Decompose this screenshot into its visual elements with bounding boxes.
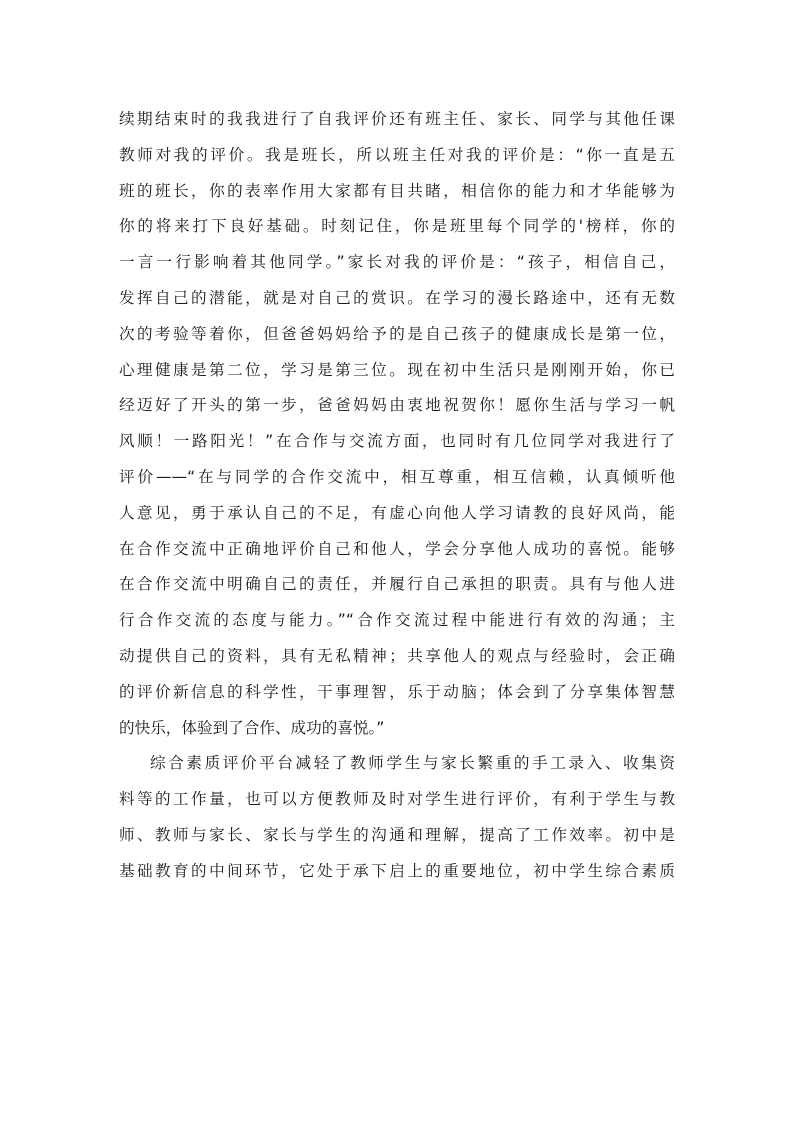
text-line: 风顺！一路阳光！”在合作与交流方面，也同时有几位同学对我进行了 [119, 432, 675, 451]
text-line: 发挥自己的潜能，就是对自己的赏识。在学习的漫长路途中，还有无数 [119, 288, 675, 307]
text-line: 次的考验等着你，但爸爸妈妈给予的是自己孩子的健康成长是第一位， [119, 324, 675, 343]
text-line: 一言一行影响着其他同学。”家长对我的评价是：“孩子，相信自己， [119, 253, 675, 272]
text-line: 综合素质评价平台减轻了教师学生与家长繁重的手工录入、收集资 [150, 754, 675, 773]
text-line: 的评价新信息的科学性，干事理智，乐于动脑；体会到了分享集体智慧 [119, 682, 675, 701]
text-line: 你的将来打下良好基础。时刻记住，你是班里每个同学的'榜样，你的 [119, 217, 675, 236]
text-line: 基础教育的中间环节，它处于承下启上的重要地位，初中学生综合素质 [119, 861, 675, 880]
text-line: 在合作交流中明确自己的责任，并履行自己承担的职责。具有与他人进 [119, 575, 675, 594]
paragraph-2 [119, 746, 675, 889]
text-line: 心理健康是第二位，学习是第三位。现在初中生活只是刚刚开始，你已 [119, 360, 675, 379]
text-line: 评价——“在与同学的合作交流中，相互尊重，相互信赖，认真倾听他 [119, 467, 675, 486]
text-line: 班的班长，你的表率作用大家都有目共睹，相信你的能力和才华能够为 [119, 181, 675, 200]
text-line: 人意见，勇于承认自己的不足，有虚心向他人学习请教的良好风尚，能 [119, 503, 675, 522]
text-line: 在合作交流中正确地评价自己和他人，学会分享他人成功的喜悦。能够 [119, 539, 675, 558]
text-line: 教师对我的评价。我是班长，所以班主任对我的评价是：“你一直是五 [119, 145, 675, 164]
paragraph-1 [119, 102, 675, 746]
text-line: 料等的工作量，也可以方便教师及时对学生进行评价，有利于学生与教 [119, 790, 675, 809]
text-line: 经迈好了开头的第一步，爸爸妈妈由衷地祝贺你！愿你生活与学习一帆 [119, 396, 675, 415]
text-line: 动提供自己的资料，具有无私精神；共享他人的观点与经验时，会正确 [119, 646, 675, 665]
text-line: 的快乐，体验到了合作、成功的喜悦。” [119, 718, 385, 737]
text-line: 行合作交流的态度与能力。”“合作交流过程中能进行有效的沟通；主 [119, 611, 675, 630]
text-line: 师、教师与家长、家长与学生的沟通和理解，提高了工作效率。初中是 [119, 825, 675, 844]
text-line: 续期结束时的我我进行了自我评价还有班主任、家长、同学与其他任课 [119, 110, 675, 128]
body-text [119, 102, 675, 890]
